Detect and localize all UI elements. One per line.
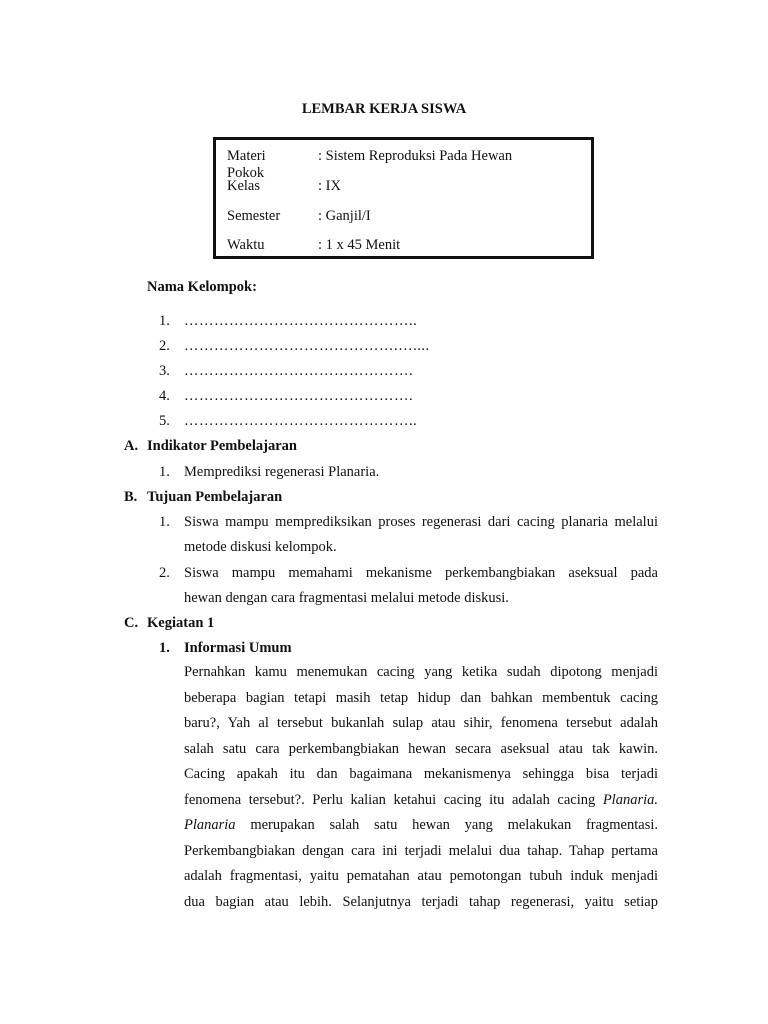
list-number: 2. xyxy=(159,338,170,354)
paragraph-line: Pernahkan kamu menemukan cacing yang ketika sudah dipotong menjadi xyxy=(184,664,658,680)
blank-line: ……………………………………….. xyxy=(184,313,418,329)
section-letter: B. xyxy=(124,489,138,505)
paragraph-line: Perkembangbiakan dengan cara ini terjadi melalui dua tahap. Tahap pertama xyxy=(184,842,658,859)
info-label: Waktu xyxy=(227,237,265,253)
list-number: 5. xyxy=(159,413,170,429)
subsection-heading: Informasi Umum xyxy=(184,640,292,656)
body-paragraph xyxy=(184,660,658,915)
page-title: LEMBAR KERJA SISWA xyxy=(301,101,467,117)
paragraph-line: dua bagian atau lebih. Selanjutnya terjadi tahap regenerasi, yaitu setiap xyxy=(184,893,658,910)
info-value: : Sistem Reproduksi Pada Hewan xyxy=(318,148,513,164)
list-item-text: Siswa mampu memahami mekanisme perkembangbiakan aseksual pada xyxy=(184,565,658,581)
section-heading: Kegiatan 1 xyxy=(147,615,215,631)
paragraph-line: fenomena tersebut?. Perlu kalian ketahui cacing itu adalah cacing Planaria. xyxy=(184,791,659,808)
list-number: 2. xyxy=(159,565,170,581)
info-value: : IX xyxy=(318,178,341,194)
paragraph-line: Cacing apakah itu dan bagaimana mekanismenya sehingga bisa terjadi xyxy=(184,766,658,782)
list-number: 1. xyxy=(159,640,170,656)
list-number: 1. xyxy=(159,514,170,530)
section-heading: Indikator Pembelajaran xyxy=(147,438,297,454)
blank-line: ………………………………………. xyxy=(184,388,414,404)
info-label: Semester xyxy=(227,208,281,224)
blank-line: ………………………………………. xyxy=(184,363,414,379)
info-label: Materi Pokok xyxy=(227,148,266,181)
section-letter: A. xyxy=(124,438,139,454)
list-item-text: metode diskusi kelompok. xyxy=(184,539,337,555)
blank-line: ……………………………………….. xyxy=(184,413,418,429)
info-value: : Ganjil/I xyxy=(318,208,371,224)
list-number: 4. xyxy=(159,388,170,404)
list-number: 3. xyxy=(159,363,170,379)
section-heading: Tujuan Pembelajaran xyxy=(147,489,283,505)
list-item-text: Siswa mampu memprediksikan proses regenerasi dari cacing planaria melalui xyxy=(184,514,658,530)
group-heading: Nama Kelompok: xyxy=(147,279,257,295)
section-letter: C. xyxy=(124,615,139,631)
paragraph-line: Planaria merupakan salah satu hewan yang melakukan fragmentasi. xyxy=(184,817,659,833)
blank-line: …………………………………….….... xyxy=(184,338,430,354)
list-item-text: hewan dengan cara fragmentasi melalui metode diskusi. xyxy=(184,590,509,606)
info-label: Kelas xyxy=(227,178,261,194)
list-item-text: Memprediksi regenerasi Planaria. xyxy=(184,464,380,480)
paragraph-line: baru?, Yah al tersebut bukanlah sulap atau sihir, fenomena tersebut adalah xyxy=(184,715,658,731)
paragraph-line: adalah fragmentasi, yaitu pematahan atau pemotongan tubuh induk menjadi xyxy=(184,868,658,884)
list-number: 1. xyxy=(159,464,170,480)
paragraph-line: salah satu cara perkembangbiakan hewan secara aseksual atau tak kawin. xyxy=(184,740,658,757)
paragraph-line: beberapa bagian tetapi masih tetap hidup dan bahkan membentuk cacing xyxy=(184,689,658,706)
info-box xyxy=(213,137,594,259)
info-value: : 1 x 45 Menit xyxy=(318,237,401,253)
list-number: 1. xyxy=(159,313,170,329)
